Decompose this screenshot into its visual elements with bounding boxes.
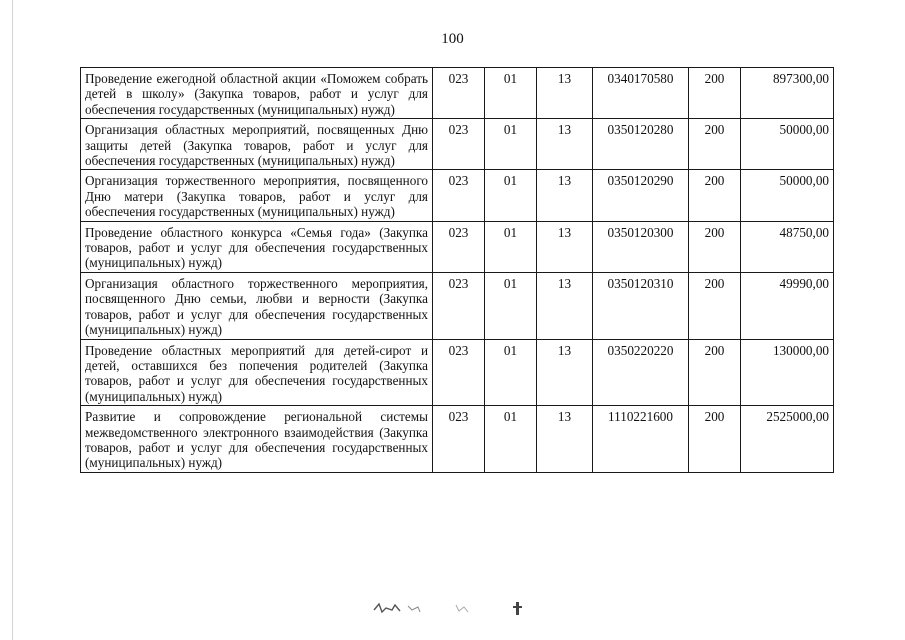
row-description: Организация торжественного мероприятия, посвященного Дню матери (Закупка товаров, работ и услуг для обеспечения государственных (муниципальных) нужд) — [81, 170, 433, 221]
expense-type-code: 200 — [689, 339, 741, 406]
expense-type-code: 200 — [689, 221, 741, 272]
amount: 49990,00 — [741, 272, 834, 339]
section-code: 01 — [485, 221, 537, 272]
target-article-code: 0340170580 — [593, 68, 689, 119]
row-description: Проведение областных мероприятий для детей-сирот и детей, оставшихся без попечения родителей (Закупка товаров, работ и услуг для обеспечения государственных (муниципальных) нужд) — [81, 339, 433, 406]
target-article-code: 0350120300 — [593, 221, 689, 272]
subsection-code: 13 — [537, 68, 593, 119]
row-description: Проведение ежегодной областной акции «Поможем собрать детей в школу» (Закупка товаров, работ и услуг для обеспечения государственных (муниципальных) нужд) — [81, 68, 433, 119]
ministry-code: 023 — [433, 406, 485, 473]
table-row — [81, 68, 834, 119]
section-code: 01 — [485, 170, 537, 221]
expense-type-code: 200 — [689, 272, 741, 339]
amount: 48750,00 — [741, 221, 834, 272]
row-description: Развитие и сопровождение региональной системы межведомственного электронного взаимодействия (Закупка товаров, работ и услуг для обеспечения государственных (муниципальных) нужд) — [81, 406, 433, 473]
page-number: 100 — [441, 31, 464, 47]
scan-artifact-marks — [370, 596, 530, 620]
subsection-code: 13 — [537, 170, 593, 221]
amount: 2525000,00 — [741, 406, 834, 473]
section-code: 01 — [485, 119, 537, 170]
section-code: 01 — [485, 339, 537, 406]
ministry-code: 023 — [433, 68, 485, 119]
ministry-code: 023 — [433, 221, 485, 272]
amount: 50000,00 — [741, 119, 834, 170]
expense-type-code: 200 — [689, 170, 741, 221]
table-row — [81, 221, 834, 272]
table-row — [81, 170, 834, 221]
ministry-code: 023 — [433, 339, 485, 406]
expense-type-code: 200 — [689, 68, 741, 119]
target-article-code: 1110221600 — [593, 406, 689, 473]
subsection-code: 13 — [537, 221, 593, 272]
amount: 897300,00 — [741, 68, 834, 119]
expense-type-code: 200 — [689, 119, 741, 170]
target-article-code: 0350120280 — [593, 119, 689, 170]
subsection-code: 13 — [537, 272, 593, 339]
table-row — [81, 272, 834, 339]
subsection-code: 13 — [537, 119, 593, 170]
section-code: 01 — [485, 68, 537, 119]
scan-edge-line — [12, 0, 13, 640]
section-code: 01 — [485, 272, 537, 339]
row-description: Организация областных мероприятий, посвященных Дню защиты детей (Закупка товаров, работ и услуг для обеспечения государственных (муниципальных) нужд) — [81, 119, 433, 170]
subsection-code: 13 — [537, 339, 593, 406]
ministry-code: 023 — [433, 170, 485, 221]
budget-table — [80, 67, 834, 473]
table-row — [81, 406, 834, 473]
ministry-code: 023 — [433, 272, 485, 339]
subsection-code: 13 — [537, 406, 593, 473]
target-article-code: 0350120310 — [593, 272, 689, 339]
table-row — [81, 119, 834, 170]
amount: 130000,00 — [741, 339, 834, 406]
row-description: Организация областного торжественного мероприятия, посвященного Дню семьи, любви и верности (Закупка товаров, работ и услуг для обеспечения государственных (муниципальных) нужд) — [81, 272, 433, 339]
table-row — [81, 339, 834, 406]
row-description: Проведение областного конкурса «Семья года» (Закупка товаров, работ и услуг для обеспечения государственных (муниципальных) нужд) — [81, 221, 433, 272]
ministry-code: 023 — [433, 119, 485, 170]
expense-type-code: 200 — [689, 406, 741, 473]
section-code: 01 — [485, 406, 537, 473]
amount: 50000,00 — [741, 170, 834, 221]
target-article-code: 0350220220 — [593, 339, 689, 406]
target-article-code: 0350120290 — [593, 170, 689, 221]
